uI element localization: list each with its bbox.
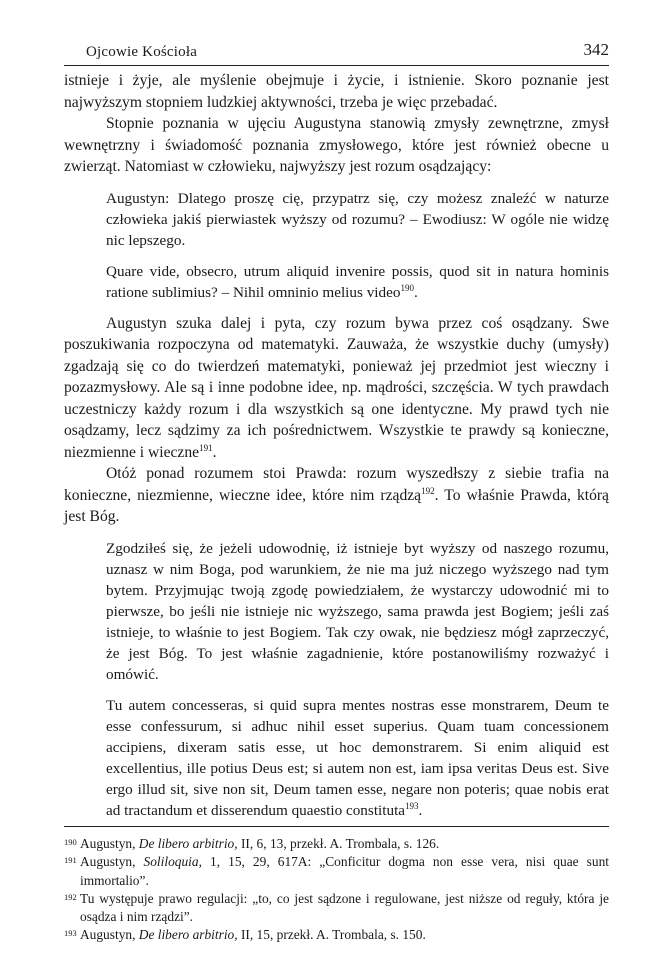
footnote-191: 191 Augustyn, Soliloquia, 1, 15, 29, 617A: „Conficitur dogma non esse vera, nisi quae sunt immortalio”.	[64, 854, 609, 888]
block-quote-4: Tu autem concesseras, si quid supra mentes nostras esse monstrarem, Deum te esse confessurum, si adhuc nihil esset superius. Quam tuam concessionem accipiens, dixeram satis esse, ut hoc demonstrarem. Si enim aliquid est excellentius, ille potius Deus est; si autem non est, iam ipsa veritas Deus est. Sive ergo illud sit, sive non sit, Deum tamen esse, negare non poteris; quae nobis erat ad tractandum et disserendum quaestio constituta$^{193}$.	[106, 696, 609, 819]
paragraph-3: Augustyn szuka dalej i pyta, czy rozum bywa przez coś osądzany. Swe poszukiwania rozpoczyna od matematyki. Zauważa, że wszystkie duchy (umysły) zgadzają się co do twierdzeń matematyki, ponieważ jej przedmiot jest wieczny i pozazmysłowy. Ale są i inne podobne idee, np. mądrości, szczęścia. W tych prawdach uczestniczy każdy rozum i dla wszystkich są one identyczne. My prawd tych nie osądzamy, lecz sądzimy za ich pośrednictwem. Wszystkie te prawdy są konieczne, niezmienne i wieczne$^{191}$.	[64, 314, 609, 461]
paragraph-4: Otóż ponad rozumem stoi Prawda: rozum wyszedłszy z siebie trafia na konieczne, niezmienne, wieczne idee, które nim rządzą$^{192}$. To właśnie Prawda, którą jest Bóg.	[64, 465, 609, 525]
paragraph-2: Stopnie poznania w ujęciu Augustyna stanowią zmysły zewnętrzne, zmysł wewnętrzny i świadomość poznania zmysłowego, które jest również obecne u zwierząt. Natomiast w człowieku, najwyższy jest rozum osądzający:	[64, 115, 609, 175]
footnote-ref-193[interactable]: 193	[405, 800, 419, 811]
footnote-193: 193 Augustyn, De libero arbitrio, II, 15, przekł. A. Trombala, s. 150.	[64, 927, 426, 943]
main-text	[64, 70, 609, 831]
footnote-rule	[64, 826, 609, 827]
block-quote-1: Augustyn: Dlatego proszę cię, przypatrz się, czy możesz znaleźć w naturze człowieka jakiś pierwiastek wyższy od rozumu? – Ewodiusz: W ogóle nie widzę nic lepszego.	[106, 189, 609, 249]
running-title: Ojcowie Kościoła	[86, 44, 198, 60]
footnote-number: 190	[64, 837, 77, 847]
footnote-number: 191	[64, 855, 77, 866]
footnote-number: 192	[64, 891, 77, 902]
footnotes	[64, 826, 609, 945]
header-rule	[64, 65, 609, 66]
footnote-190: 190 Augustyn, De libero arbitrio, II, 6, 13, przekł. A. Trombala, s. 126.	[64, 836, 440, 851]
paragraph-1: istnieje i żyje, ale myślenie obejmuje i życie, i istnienie. Skoro poznanie jest najwyższym stopniem ludzkiej aktywności, trzeba je więc przebadać.	[64, 72, 609, 111]
page-header	[64, 40, 609, 66]
block-quote-2: Quare vide, obsecro, utrum aliquid invenire possis, quod sit in natura hominis ratione sublimius? – Nihil omninio melius video$^{190}$.	[106, 262, 609, 301]
footnote-192: 192 Tu występuje prawo regulacji: „to, co jest sądzone i regulowane, jest niższe od reguły, która je osądza i nim rządzi”.	[64, 890, 609, 925]
footnote-ref-190[interactable]: 190	[400, 282, 414, 293]
footnote-number: 193	[64, 928, 77, 939]
block-quote-3: Zgodziłeś się, że jeżeli udowodnię, iż istnieje byt wyższy od naszego rozumu, uznasz w nim Boga, pod warunkiem, że nie ma już niczego wyższego nad tym bytem. Przyjmując twoją zgodę powiedziałem, że wystarczy udowodnić mi to pierwsze, bo jeśli nie istnieje nic wyższego, sama prawda jest Bogiem; jeśli zaś istnieje, to właśnie to jest Bogiem. Tak czy owak, nie będziesz mógł zaprzeczyć, że jest Bóg. To jest właśnie zagadnienie, które postanowiliśmy rozważyć i omówić.	[106, 539, 609, 683]
footnote-ref-191[interactable]: 191	[199, 442, 213, 453]
footnote-ref-192[interactable]: 192	[421, 485, 435, 496]
page-number: 342	[583, 40, 609, 59]
